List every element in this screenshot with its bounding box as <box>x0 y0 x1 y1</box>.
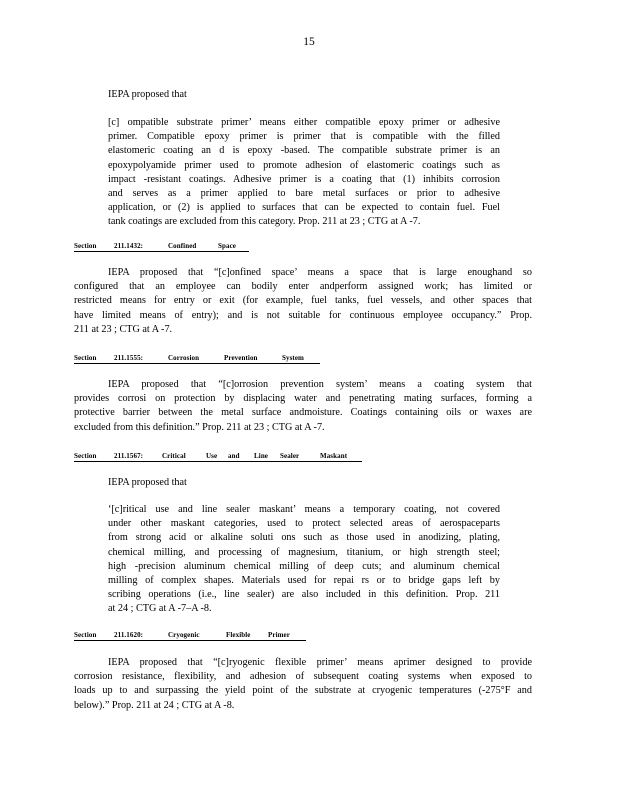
text-line: corrosion resistance, flexibility, and adhesion of subsequent coating systems when exposed to <box>74 671 532 683</box>
text-line: scribing operations (i.e., line sealer) are also included in this definition. Prop. 211 <box>108 589 500 601</box>
text-line: restricted means for entry or exit (for example, fuel tanks, fuel vessels, and other spaces that <box>74 295 532 307</box>
text-line: primer. Compatible epoxy primer is primer that is compatible with the filled <box>108 131 500 143</box>
heading-word: 211.1620: <box>114 631 144 639</box>
intro-paragraph-1 <box>108 88 187 102</box>
heading-word: Flexible <box>226 631 251 639</box>
section-heading-confined-space <box>74 242 249 252</box>
text-line: protective barrier between the metal surface andmoisture. Coatings containing oils or waxes are <box>74 407 532 419</box>
text-line: elastomeric coating an d is epoxy -based. The compatible substrate primer is an <box>108 145 500 157</box>
text-line: configured that an employee can bodily enter andperform assigned work; has limited or <box>74 281 532 293</box>
heading-word: Use <box>206 452 218 460</box>
text-line: ‘[c]ritical use and line sealer maskant’ means a temporary coating, not covered <box>108 504 500 515</box>
text-line: milling of complex shapes. Materials used for repai rs or to bridge gaps left by <box>108 575 500 587</box>
text-line: from strong acid or alkaline soluti ons such as those used in anodizing, plating, <box>108 532 500 544</box>
text-line: IEPA proposed that <box>108 89 187 100</box>
heading-word: Section <box>74 354 97 362</box>
heading-word: Corrosion <box>168 354 200 362</box>
heading-word: Section <box>74 452 97 460</box>
text-line: loads up to and surpassing the yield point of the substrate at cryogenic temperatures (-275°F and <box>74 685 532 697</box>
heading-word: 211.1567: <box>114 452 144 460</box>
text-line: [c] ompatible substrate primer’ means either compatible epoxy primer or adhesive <box>108 117 500 128</box>
definition-cryogenic-flexible-primer <box>74 656 532 713</box>
text-line: application, or (2) is applied to surfaces that can be expected to contain fuel. Fuel <box>108 202 500 214</box>
section-heading-corrosion-prevention-system <box>74 354 320 364</box>
text-line: IEPA proposed that <box>108 477 187 488</box>
text-line: excluded from this definition.” Prop. 211 at 23 ; CTG at A -7. <box>74 421 325 433</box>
heading-word: Section <box>74 631 97 639</box>
heading-word: Critical <box>162 452 186 460</box>
text-line: IEPA proposed that “[c]orrosion prevention system’ means a coating system that <box>108 379 532 390</box>
heading-word: Sealer <box>280 452 300 460</box>
page-number: 15 <box>303 36 315 48</box>
section-heading-critical-use-maskant <box>74 452 362 462</box>
heading-word: 211.1432: <box>114 242 144 250</box>
text-line: provides corrosi on protection by displacing water and penetrating mating surfaces, forming a <box>74 393 532 405</box>
text-line: 211 at 23 ; CTG at A -7. <box>74 323 173 335</box>
definition-corrosion-prevention-system <box>74 378 532 435</box>
definition-critical-use-maskant <box>108 503 500 617</box>
heading-word: Section <box>74 242 97 250</box>
heading-word: Cryogenic <box>168 631 200 639</box>
text-line: at 24 ; CTG at A -7–A -8. <box>108 603 212 615</box>
heading-word: Confined <box>168 242 197 250</box>
section-heading-cryogenic-flexible-primer <box>74 631 306 641</box>
text-line: tank coatings are excluded from this category. Prop. 211 at 23 ; CTG at A -7. <box>108 216 421 228</box>
heading-word: 211.1555: <box>114 354 144 362</box>
heading-word: and <box>228 452 240 460</box>
text-line: below).” Prop. 211 at 24 ; CTG at A -8. <box>74 699 235 711</box>
heading-word: Line <box>254 452 269 460</box>
heading-word: Space <box>218 242 236 250</box>
text-line: epoxypolyamide primer used to promote adhesion of elastomeric coatings such as <box>108 159 500 171</box>
definition-compatible-substrate-primer <box>108 116 500 230</box>
heading-word: System <box>282 354 304 362</box>
text-line: impact -resistant coatings. Adhesive primer is a coating that (1) inhibits corrosion <box>108 173 500 185</box>
intro-paragraph-2 <box>108 476 187 490</box>
definition-confined-space <box>74 266 532 337</box>
text-line: IEPA proposed that “[c]onfined space’ means a space that is large enoughand so <box>108 267 532 278</box>
text-line: and serves as a primer applied to bare metal surfaces or prior to adhesive <box>108 188 500 200</box>
heading-word: Primer <box>268 631 290 639</box>
text-line: have limited means of entry); and is not suitable for continuous employee occupancy.” Prop. <box>74 309 532 321</box>
text-line: IEPA proposed that “[c]ryogenic flexible primer’ means aprimer designed to provide <box>108 657 532 668</box>
text-line: under other maskant categories, used to protect selected areas of aerospaceparts <box>108 518 500 530</box>
heading-word: Maskant <box>320 452 348 460</box>
text-line: chemical milling, and processing of magnesium, titanium, or high strength steel; <box>108 546 500 558</box>
text-line: high -precision aluminum chemical milling of deep cuts; and aluminum chemical <box>108 560 500 572</box>
heading-word: Prevention <box>224 354 258 362</box>
